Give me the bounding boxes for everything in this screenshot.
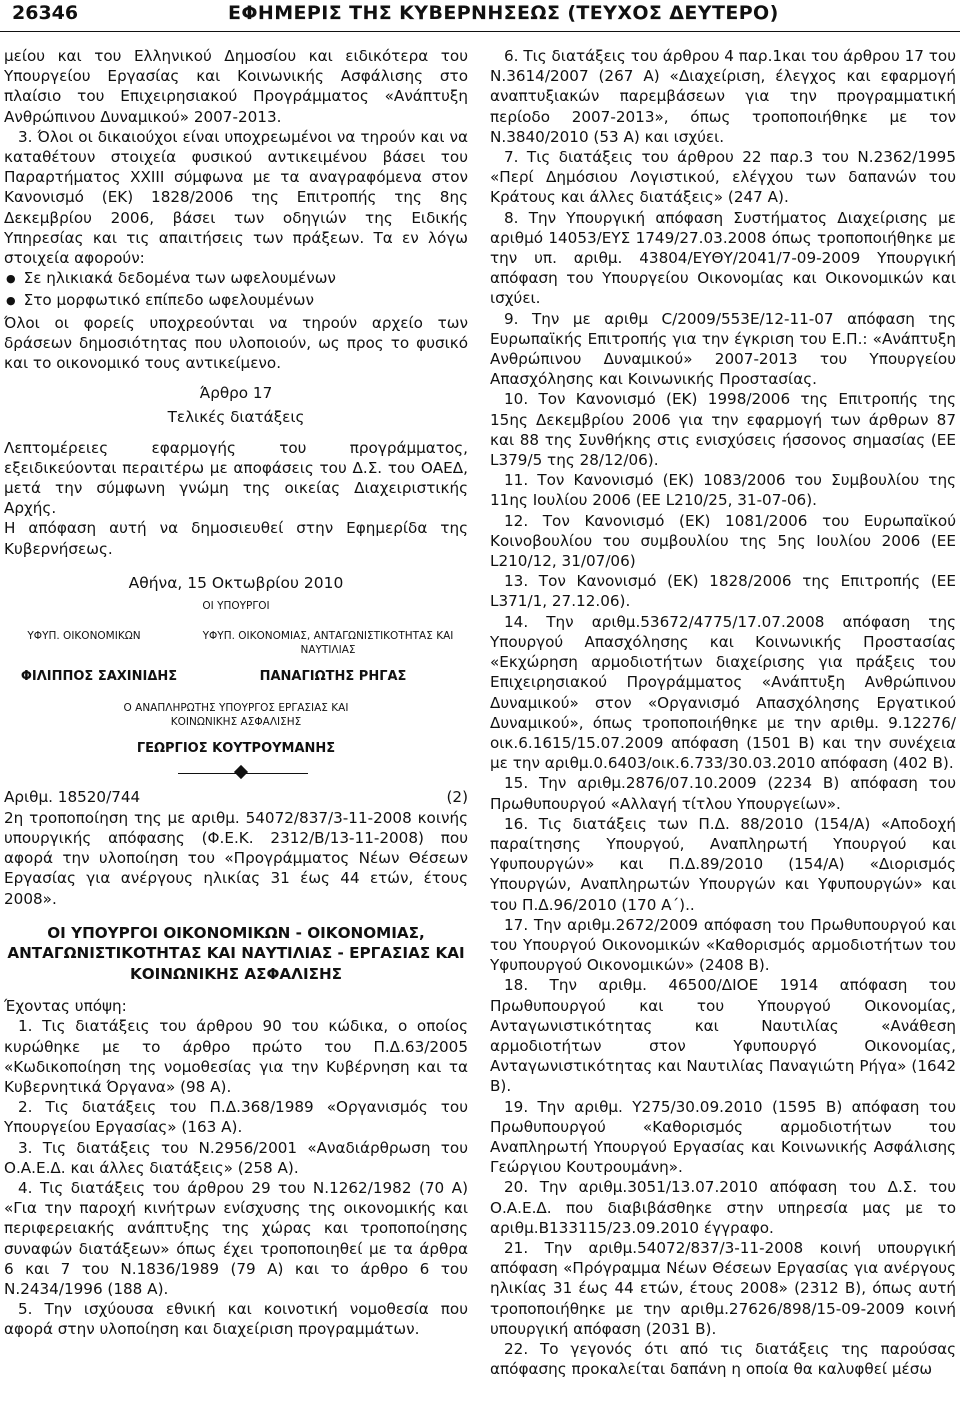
list-item: 7. Τις διατάξεις του άρθρου 22 παρ.3 του Ν.2362/1995 «Περί Δημόσιου Λογιστικού, ελέγχου των δαπανών του Κράτους και άλλες διατάξεις» (247 Α).	[490, 148, 956, 207]
header-rule	[0, 31, 960, 32]
decision-number-row	[4, 787, 468, 807]
article-heading: Άρθρο 17	[199, 384, 273, 403]
right-column	[490, 46, 956, 1424]
diamond-ornament-icon	[234, 765, 248, 779]
list-item: 2. Τις διατάξεις του Π.Δ.368/1989 «Οργανισμός του Υπουργείου Εργασίας» (163 Α).	[4, 1098, 468, 1137]
list-item: 21. Την αριθμ.54072/837/3-11-2008 κοινή υπουργική απόφαση «Πρόγραμμα Νέων Θέσεων Εργασίας για ανέργους ηλικίας 31 έως 44 ετών, έτους 2008» (2312 Β), όπως αυτή τροποποιήθηκε με την αριθμ.27626/898/15-09-2009 κοινή υπουργική απόφαση (2031 Β).	[490, 1238, 956, 1338]
list-item: 4. Τις διατάξεις του άρθρου 29 του Ν.1262/1982 (70 Α) «Για την παροχή κινήτρων ενίσχυσης της οικονομικής και περιφερειακής ανάπτυξης της χώρας και τροποποίησης συναφών διατάξεων» όπως έχει τροποποιηθεί με τα άρθρα 6 και 7 του Ν.1836/1989 (79 Α) και το άρθρο 6 του Ν.2434/1996 (188 Α).	[4, 1179, 468, 1299]
signatory-names	[4, 667, 468, 687]
gazette-title: ΕΦΗΜΕΡΙΣ ΤΗΣ ΚΥΒΕΡΝΗΣΕΩΣ (ΤΕΥΧΟΣ ΔΕΥΤΕΡΟ)	[228, 2, 779, 24]
list-item: 22. Το γεγονός ότι από τις διατάξεις της παρούσας απόφασης προκαλείται δαπάνη η οποία θα καλυφθεί μέσω	[490, 1340, 956, 1379]
paragraph: 3. Όλοι οι δικαιούχοι είναι υποχρεωμένοι να τηρούν και να καταθέτουν στοιχεία φυσικού αντικειμένου βάσει του Παραρτήματος XXIII σύμφωνα με τα αναγραφόμενα στον Κανονισμό (ΕΚ) 1828/2006 της Επιτροπής της 8ης Δεκεμβρίου 2006, βάσει των οδηγιών της Ειδικής Υπηρεσίας και τις απαιτήσεις των πράξεων. Τα εν λόγω στοιχεία αφορούν:	[4, 127, 468, 268]
list-item: 14. Την αριθμ.53672/4775/17.07.2008 απόφαση της Υπουργού Απασχόλησης και Κοινωνικής Προστασίας «Εκχώρηση αρμοδιοτήτων διαχείρισης για πράξεις του Επιχειρησιακού Προγράμματος «Ανάπτυξη Ανθρώπινου Δυναμικού» στον «Οργανισμό Απασχόλησης Εργατικού Δυναμικού», όπως τροποποιήθηκε με την αριθμ. 9.12276/ οικ.6.1615/15.07.2009 απόφαση (1501 Β) και την συνέχεια με την αριθμ.0.6403/οικ.6.733/30.03.2010 απόφαση (402 Β).	[490, 612, 956, 773]
list-item: 20. Την αριθμ.3051/13.07.2010 απόφαση του Δ.Σ. του Ο.Α.Ε.Δ. που διαβιβάσθηκε στην υπηρεσία μας με το αριθμ.Β133115/23.09.2010 έγγραφο.	[490, 1178, 956, 1237]
signatory-name-left: ΦΙΛΙΠΠΟΣ ΣΑΧΙΝΙΔΗΣ	[20, 669, 178, 685]
left-column	[4, 46, 468, 1424]
list-item: 13. Τον Κανονισμό (ΕΚ) 1828/2006 της Επιτροπής (ΕΕ L371/1, 27.12.06).	[490, 572, 956, 611]
paragraph: μείου και του Ελληνικού Δημοσίου και ειδικότερα του Υπουργείου Εργασίας και Κοινωνικής Ασφάλισης στο πλαίσιο του Επιχειρησιακού Προγράμματος «Ανάπτυξη Ανθρώπινου Δυναμικού» 2007-2013.	[4, 47, 468, 126]
list-item: 16. Τις διατάξεις των Π.Δ. 88/2010 (154/Α) «Αποδοχή παραίτησης Υπουργού, Αναπληρωτή Υπουργού και Υφυπουργών» και Π.Δ.89/2010 (154/Α) «Διορισμός Υπουργών, Αναπληρωτών Υπουργών και Υφυπουργών» και του Π.Δ.96/2010 (170 Α΄)..	[490, 814, 956, 914]
signatory-titles	[4, 629, 468, 657]
article-subheading: Τελικές διατάξεις	[167, 408, 305, 427]
list-item: 18. Την αριθμ. 46500/ΔΙΟΕ 1914 απόφαση του Πρωθυπουργού και του Υπουργού Οικονομίας, Ανταγωνιστικότητας και Ναυτιλίας «Ανάθεση αρμοδιοτήτων στον Υφυπουργό Οικονομίας, Ανταγωνιστικότητας και Ναυτιλίας Παναγιώτη Ρήγα» (1642 Β).	[490, 976, 956, 1096]
list-item: 19. Την αριθμ. Υ275/30.09.2010 (1595 Β) απόφαση του Πρωθυπουργού «Καθορισμός αρμοδιοτήτων του Αναπληρωτή Υπουργού Εργασίας και Κοινωνικής Ασφάλισης Γεώργιου Κουτρουμάνη».	[490, 1097, 956, 1177]
decision-number: Αριθμ. 18520/744	[4, 788, 141, 807]
decision-mark: (2)	[446, 788, 468, 807]
list-item: 8. Την Υπουργική απόφαση Συστήματος Διαχείρισης με αριθμό 14053/ΕΥΣ 1749/27.03.2008 όπως τροποποιήθηκε με την υπ. αριθμ. 43804/ΕΥΘΥ/2041/7-09-2009 Υπουργική απόφαση του Υπουργείου Οικονομίας και Οικονομικών και ισχύει.	[490, 208, 956, 308]
deputy-title: Ο ΑΝΑΠΛΗΡΩΤΗΣ ΥΠΟΥΡΓΟΣ ΕΡΓΑΣΙΑΣ ΚΑΙ ΚΟΙΝΩΝΙΚΗΣ ΑΣΦΑΛΙΣΗΣ	[123, 702, 349, 729]
signatory-title-right: ΥΦΥΠ. ΟΙΚΟΝΟΜΙΑΣ, ΑΝΤΑΓΩΝΙΣΤΙΚΟΤΗΤΑΣ ΚΑΙ ΝΑΥΤΙΛΙΑΣ	[202, 630, 454, 657]
list-item: 10. Τον Κανονισμό (ΕΚ) 1998/2006 της Επιτροπής της 15ης Δεκεμβρίου 2006 για την εφαρμογή των άρθρων 87 και 88 της Συνθήκης στις ενισχύσεις ήσσονος σημασίας (ΕΕ L379/5 της 28/12/06).	[490, 390, 956, 470]
list-item: 17. Την αριθμ.2672/2009 απόφαση του Πρωθυπουργού και του Υπουργού Οικονομικών «Καθορισμός αρμοδιοτήτων του Υφυπουργού Οικονομικών» (2408 Β).	[490, 915, 956, 975]
list-item: 9. Την με αριθμ C/2009/553Ε/12-11-07 απόφαση της Ευρωπαϊκής Επιτροπής για την έγκριση του Ε.Π.: «Ανάπτυξη Ανθρώπινου Δυναμικού» 2007-2013 του Υπουργείου Απασχόλησης και Κοινωνικής Προστασίας.	[490, 309, 956, 389]
page-number: 26346	[12, 2, 79, 24]
paragraph: Η απόφαση αυτή να δημοσιευθεί στην Εφημερίδα της Κυβερνήσεως.	[4, 519, 468, 558]
list-item: 15. Την αριθμ.2876/07.10.2009 (2234 Β) απόφαση του Πρωθυπουργού «Αλλαγή τίτλου Υπουργείων».	[490, 774, 956, 813]
paragraph: Λεπτομέρειες εφαρμογής του προγράμματος, εξειδικεύονται περαιτέρω με αποφάσεις του Δ.Σ. του ΟΑΕΔ, μετά την σύμφωνη γνώμη της οικείας Διαχειριστικής Αρχής.	[4, 438, 468, 518]
list-item: 12. Τον Κανονισμό (ΕΚ) 1081/2006 του Ευρωπαϊκού Κοινοβουλίου του συμβουλίου της 5ης Ιουλίου 2006 (ΕΕ L210/12, 31/07/06)	[490, 511, 956, 571]
ministers-label: ΟΙ ΥΠΟΥΡΓΟΙ	[202, 600, 270, 613]
bullet-item: ● Στο μορφωτικό επίπεδο ωφελουμένων	[4, 290, 468, 312]
list-item: 3. Τις διατάξεις του Ν.2956/2001 «Αναδιάρθρωση του Ο.Α.Ε.Δ. και άλλες διατάξεις» (258 Α).	[4, 1138, 468, 1177]
list-item: 11. Τον Κανονισμό (ΕΚ) 1083/2006 του Συμβουλίου της 11ης Ιουλίου 2006 (ΕΕ L210/25, 31-07-06).	[490, 471, 956, 510]
list-item: 6. Τις διατάξεις του άρθρου 4 παρ.1και του άρθρου 17 του Ν.3614/2007 (267 Α) «Διαχείριση, έλεγχος και εφαρμογή αναπτυξιακών παρεμβάσεων για την προγραμματική περίοδο 2007-2013», όπως τροποποιήθηκε με τον Ν.3840/2010 (53 Α) και ισχύει.	[490, 47, 956, 146]
signatory-title-left: ΥΦΥΠ. ΟΙΚΟΝΟΜΙΚΩΝ	[27, 630, 141, 643]
list-item: 5. Την ισχύουσα εθνική και κοινοτική νομοθεσία που αφορά στην υλοποίηση και διαχείριση προγραμμάτων.	[4, 1300, 468, 1339]
having-regard: Έχοντας υπόψη:	[4, 997, 127, 1016]
signatory-name-deputy: ΓΕΩΡΓΙΟΣ ΚΟΥΤΡΟΥΜΑΝΗΣ	[136, 741, 336, 757]
ministers-heading: ΟΙ ΥΠΟΥΡΓΟΙ ΟΙΚΟΝΟΜΙΚΩΝ - ΟΙΚΟΝΟΜΙΑΣ, ΑΝΤΑΓΩΝΙΣΤΙΚΟΤΗΤΑΣ ΚΑΙ ΝΑΥΤΙΛΙΑΣ - ΕΡΓΑΣΙΑΣ ΚΑΙ ΚΟΙΝΩΝΙΚΗΣ ΑΣΦΑΛΙΣΗΣ	[7, 923, 465, 983]
place-date: Αθήνα, 15 Οκτωβρίου 2010	[128, 573, 344, 592]
signatory-name-right: ΠΑΝΑΓΙΩΤΗΣ ΡΗΓΑΣ	[259, 669, 407, 685]
paragraph: Όλοι οι φορείς υποχρεούνται να τηρούν αρχείο των δράσεων δημοσιότητας που υλοποιούν, ως προς το φυσικό και το οικονομικό τους αντικείμενο.	[4, 313, 468, 373]
list-item: 1. Τις διατάξεις του άρθρου 90 του κώδικα, ο οποίος κυρώθηκε με το άρθρο πρώτο του Π.Δ.63/2005 «Κωδικοποίηση της νομοθεσίας για την Κυβέρνηση και τα Κυβερνητικά Όργανα» (98 Α).	[4, 1017, 468, 1097]
section-separator	[4, 765, 468, 783]
page-header	[0, 0, 960, 34]
decision-title: 2η τροποποίηση της με αριθμ. 54072/837/3-11-2008 κοινής υπουργικής απόφασης (Φ.Ε.Κ. 2312/Β/13-11-2008) που αφορά την υλοποίηση του «Προγράμματος Νέων Θέσεων Εργασίας για ανέργους ηλικίας 31 έως 44 ετών, έτους 2008».	[4, 808, 468, 908]
bullet-item: ● Σε ηλικιακά δεδομένα των ωφελουμένων	[4, 268, 468, 290]
